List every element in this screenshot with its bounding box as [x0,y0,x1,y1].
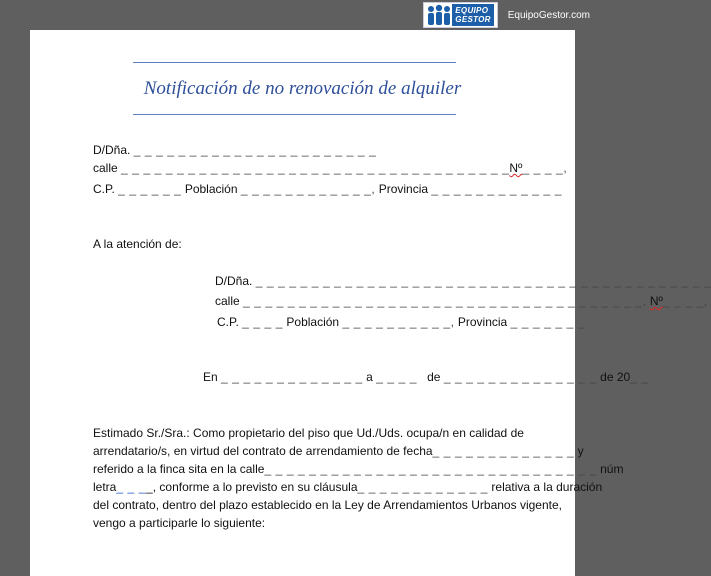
logo-text: EQUIPO GESTOR [452,4,493,26]
sender-name-line: D/Dña. _ _ _ _ _ _ _ _ _ _ _ _ _ _ _ _ _ _ _ _ _ _ [93,143,377,157]
sender-cp-line: C.P. _ _ _ _ _ _ Población _ _ _ _ _ _ _ _ _ _ _ _, Provincia _ _ _ _ _ _ _ _ _ _ _ _ [93,182,562,196]
title-rule-top [133,62,456,63]
date-line: En _ _ _ _ _ _ _ _ _ _ _ _ _ a _ _ _ _ de _ _ _ _ _ _ _ _ _ _ _ _ _ _ de 20_ _ [203,370,649,384]
body-line-6: vengo a participarle lo siguiente: [93,516,266,530]
document-title: Notificación de no renovación de alquiler [143,78,462,99]
body-paragraph [93,424,624,532]
body-line-3: referido a la finca sita en la calle_ _ _ _ _ _ _ _ _ _ _ _ _ _ _ _ _ _ _ _ _ _ _ _ _ _ _ _ _ _ núm [93,462,624,476]
document-page [30,30,711,576]
sender-street-line: calle _ _ _ _ _ _ _ _ _ _ _ _ _ _ _ _ _ _ _ _ _ _ _ _ _ _ _ _ _ _ _ _ _ _ _Nº_ _ _ _, [93,161,568,175]
recipient-cp-line: C.P. _ _ _ _ Población _ _ _ _ _ _ _ _ _ _, Provincia _ _ _ _ _ _ _ [217,315,586,329]
body-line-4: letra_ _ __, conforme a lo previsto en su cláusula_ _ _ _ _ _ _ _ _ _ _ _ relativa a la duración [93,480,603,494]
body-line-1: Estimado Sr./Sra.: Como propietario del piso que Ud./Uds. ocupa/n en calidad de [93,426,524,440]
attention-line: A la atención de: [93,237,182,251]
people-icon [426,4,452,26]
body-line-5: del contrato, dentro del plazo establecido en la Ley de Arrendamientos Urbanos vigente, [93,498,562,512]
recipient-name-line: D/Dña. _ _ _ _ _ _ _ _ _ _ _ _ _ _ _ _ _ _ _ _ _ _ _ _ _ _ _ _ _ _ _ _ _ _ _ _ _ _ _ _ _ [215,274,711,288]
site-url[interactable]: EquipoGestor.com [507,9,590,21]
logo [423,2,497,28]
brand[interactable] [423,2,590,28]
top-bar [0,0,600,30]
body-line-2: arrendatario/s, en virtud del contrato de arrendamiento de fecha_ _ _ _ _ _ _ _ _ _ _ _ _ y [93,444,584,458]
recipient-street-line: calle _ _ _ _ _ _ _ _ _ _ _ _ _ _ _ _ _ _ _ _ _ _ _ _ _ _ _ _ _ _ _ _ _ _ _ _, Nº_ _ _ _, [215,294,708,308]
title-rule-bottom [133,114,456,115]
